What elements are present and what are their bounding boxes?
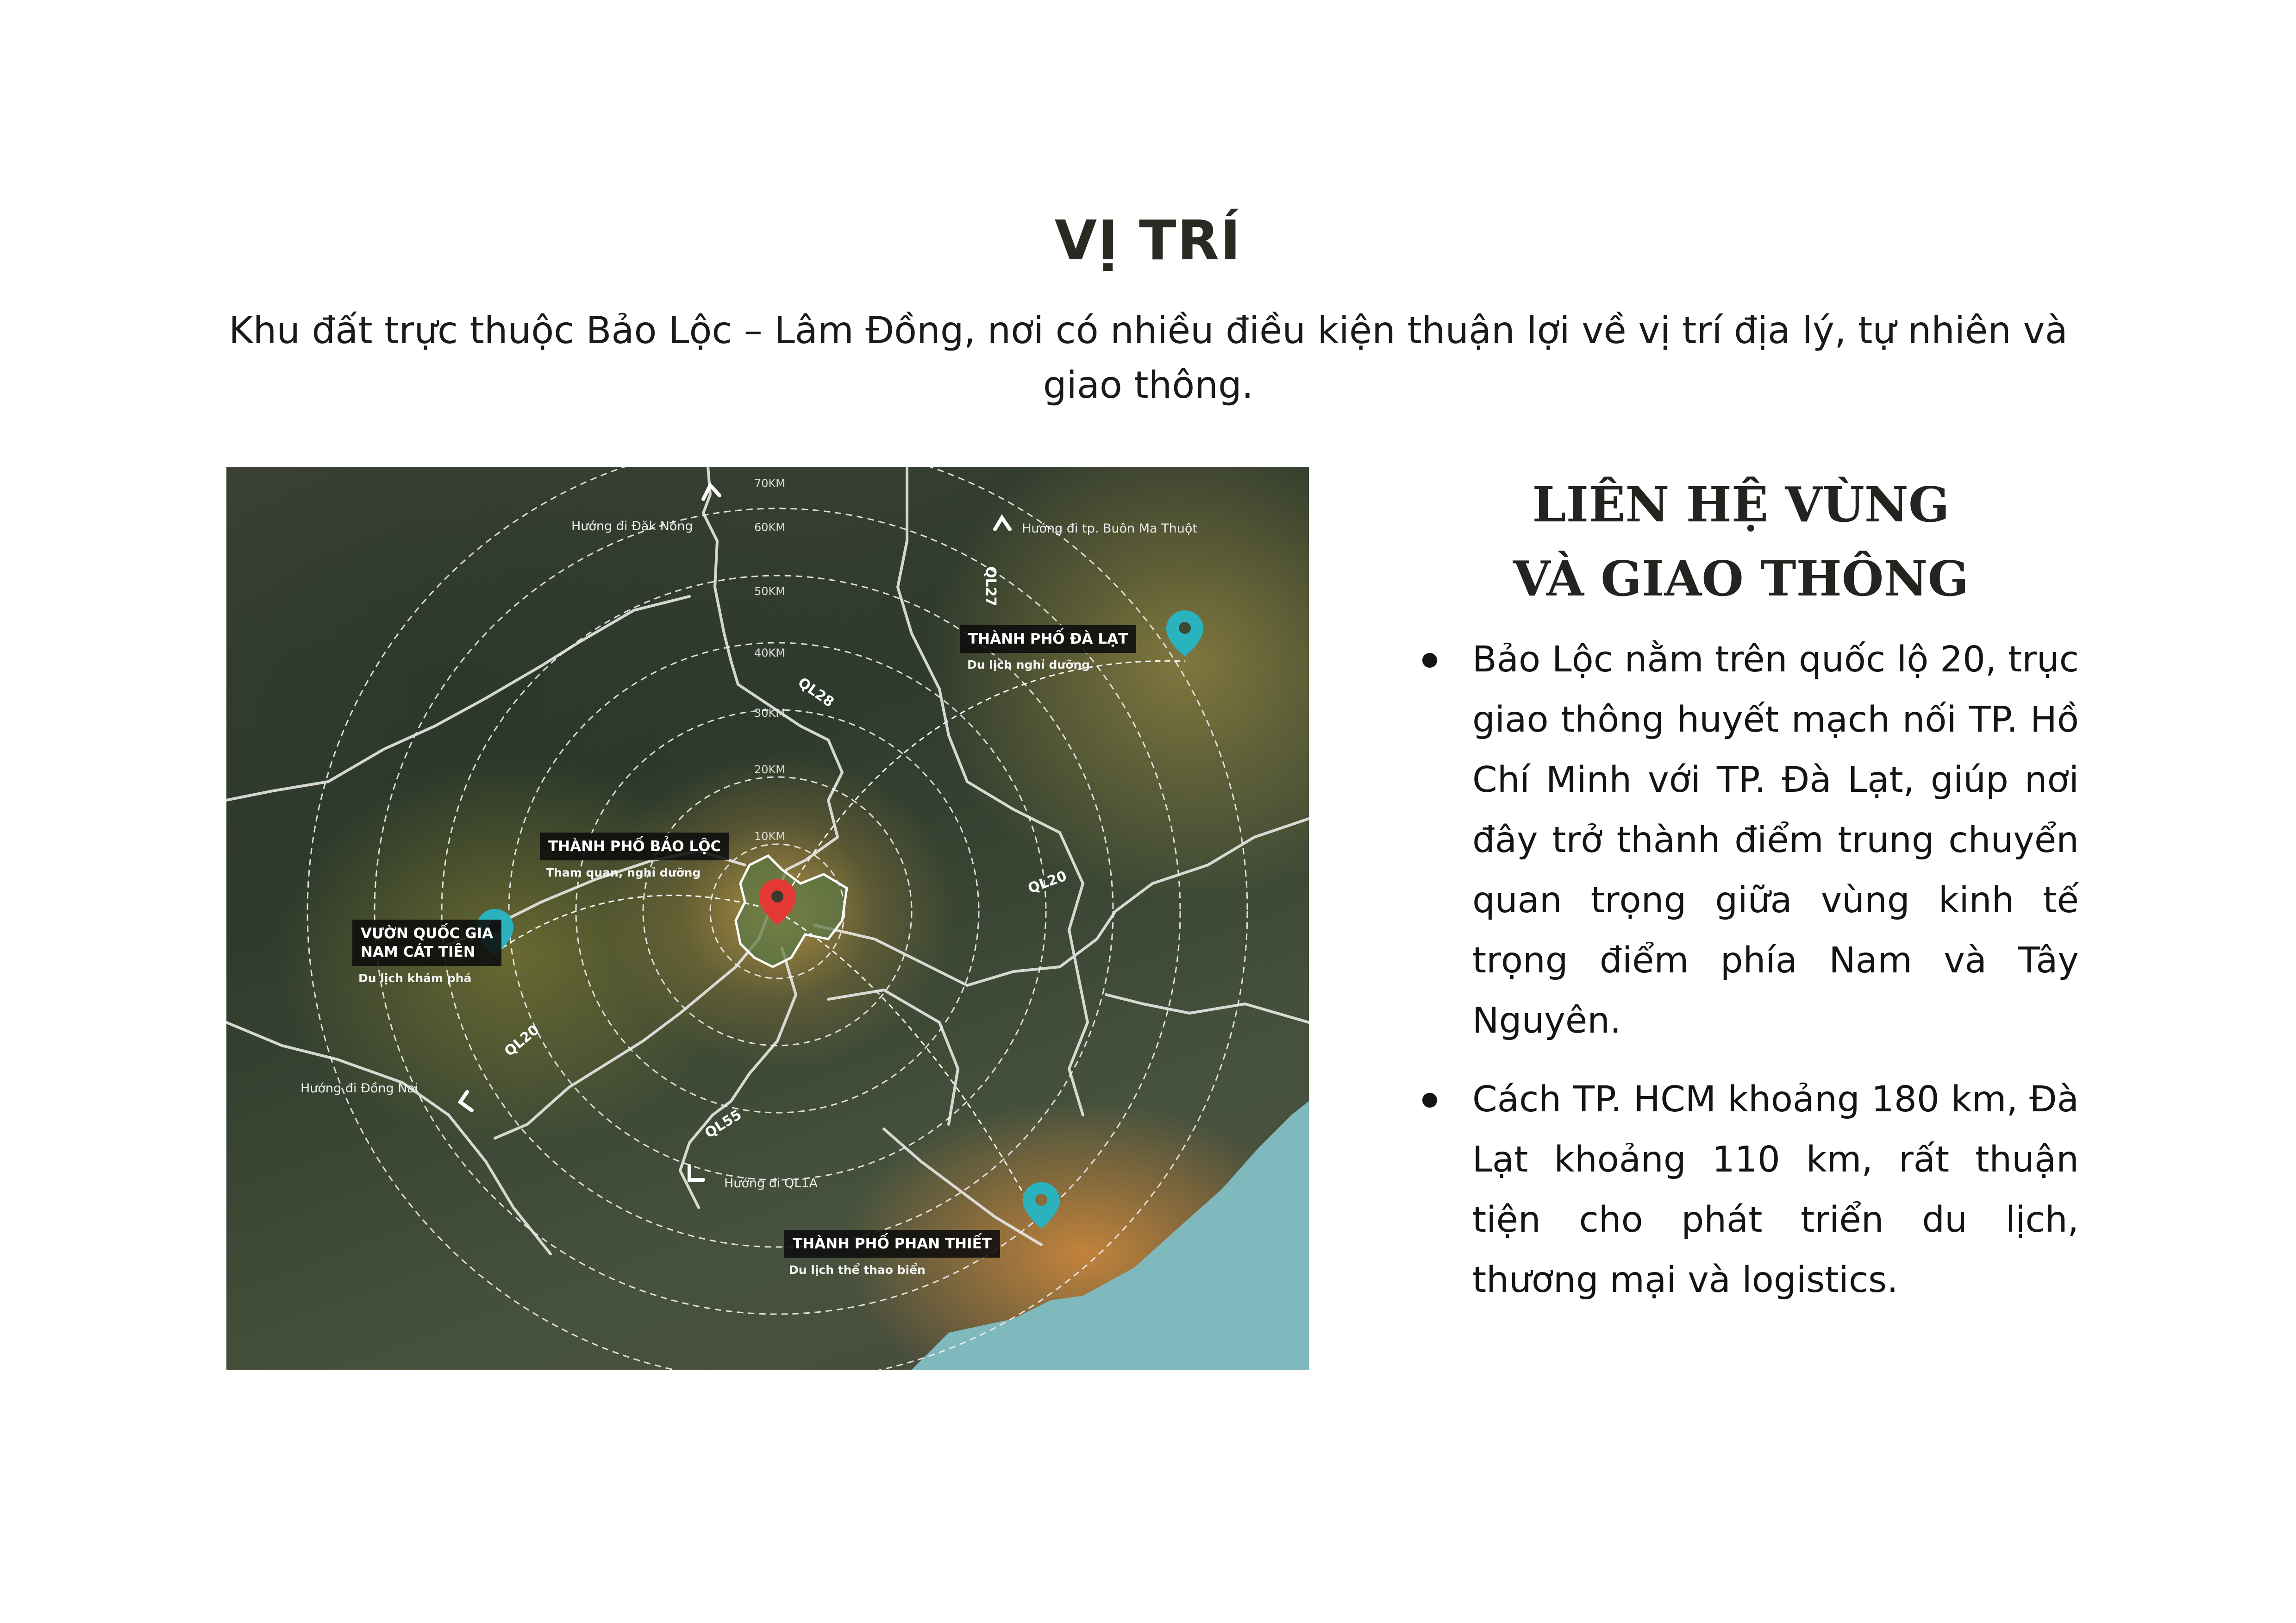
road-label-ql27: QL27 [982,566,999,607]
place-bao-loc: THÀNH PHỐ BẢO LỘC [540,833,729,860]
place-phan-thiet-subtitle: Du lịch thể thao biển [789,1263,926,1277]
place-da-lat: THÀNH PHỐ ĐÀ LẠT [960,625,1136,653]
bullet-item [1412,1070,2079,1310]
place-cat-tien-line2: NAM CÁT TIÊN [361,944,475,960]
bullet-text: Bảo Lộc nằm trên quốc lộ 20, trục giao thông huyết mạch nối TP. Hồ Chí Minh với TP. Đà Lạt, giúp nơi đây trở thành điểm trung chuyển quan trọng giữa vùng kinh tế trọng điểm phía Nam và Tây Nguyên. [1472,639,2079,1041]
info-bullet-list [1412,630,2079,1329]
ring-label-50km: 50KM [754,585,785,598]
place-bao-loc-subtitle: Tham quan, nghỉ dưỡng [546,866,701,879]
direction-buon-ma-thuot: Hướng đi tp. Buôn Ma Thuột [1022,521,1197,536]
ring-label-60km: 60KM [754,521,785,534]
location-map [226,467,1309,1370]
direction-dong-nai: Hướng đi Đồng Nai [300,1081,419,1096]
page-title: VỊ TRÍ [1054,208,1242,272]
map-overlay [226,467,1309,1370]
bao-loc-boundary [736,856,847,967]
road-label-ql28: QL28 [795,674,837,711]
section-title [1389,468,2093,616]
ring-label-70km: 70KM [754,477,785,490]
dalat-pin-icon [1166,610,1203,657]
road-label-ql55: QL55 [702,1106,745,1142]
ring-label-10km: 10KM [754,830,785,843]
ring-label-40km: 40KM [754,646,785,659]
place-phan-thiet: THÀNH PHỐ PHAN THIẾT [784,1230,1000,1258]
arrow-up-icon [995,518,1010,529]
ring-label-30km: 30KM [754,707,785,720]
ring-label-20km: 20KM [754,763,785,776]
place-da-lat-subtitle: Du lịch nghỉ dưỡng [967,658,1090,671]
section-title-line1: LIÊN HỆ VÙNG [1532,476,1950,533]
place-cat-tien-line1: VƯỜN QUỐC GIA [361,925,494,942]
arrow-left-icon [460,1092,472,1110]
direction-ql1a: Hướng đi QL1A [724,1176,818,1191]
connection-lines [495,661,1185,1226]
place-cat-tien [352,920,501,966]
bullet-item [1412,630,2079,1051]
road-label-ql20-east: QL20 [1026,868,1069,897]
direction-dak-nong: Hướng đi Đăk Nông [571,519,693,533]
place-cat-tien-subtitle: Du lịch khám phá [358,971,472,985]
bullet-dot-icon [1422,1093,1437,1108]
road-label-ql20-west: QL20 [501,1021,543,1060]
bullet-dot-icon [1422,653,1437,668]
phan-thiet-pin-icon [1023,1182,1060,1228]
intro-text: Khu đất trực thuộc Bảo Lộc – Lâm Đồng, nơi có nhiều điều kiện thuận lợi về vị trí địa lý, tự nhiên và giao thông. [229,309,2068,407]
bullet-text: Cách TP. HCM khoảng 180 km, Đà Lạt khoảng 110 km, rất thuận tiện cho phát triển du lịch, thương mại và logistics. [1472,1079,2079,1301]
section-title-line2: VÀ GIAO THÔNG [1513,550,1969,607]
